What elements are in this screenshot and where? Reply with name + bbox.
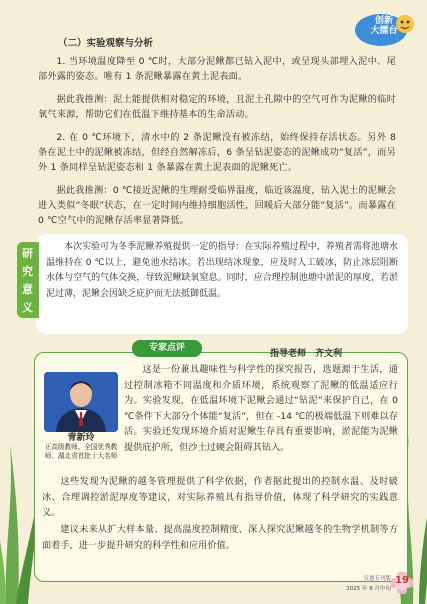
- expert-commentary-tab: 专家点评: [132, 340, 202, 357]
- tab-char-3: 意: [22, 283, 33, 296]
- paragraph-4: 据此我推测：0 ℃接近泥鳅的生理耐受临界温度，临近该温度，钻入泥土的泥鳅会进入类似“冬眠”状态，在一定时间内维持细胞活性，回暖后大部分能“复活”。而暴露在 0 ℃空气中的泥鳅存活率显著降低。: [38, 185, 396, 226]
- badge-line-2: 大擂台: [370, 26, 398, 36]
- footer-publication: 宣恩专刊版: [363, 576, 391, 582]
- expert-titles: 正高级教师、全国优秀教师、湖北省首批十大名师: [44, 443, 118, 460]
- teacher-credit: 指导老师 齐文利: [270, 349, 343, 359]
- page-number-text: 19: [395, 575, 409, 586]
- page-number: [391, 572, 413, 594]
- badge-line-1: 创新: [374, 16, 393, 26]
- paragraph-2: 据此我推测：泥土能提供相对稳定的环境，且泥土孔隙中的空气可作为泥鳅的临时氧气来源，帮助它们在低温下维持基本的生命活动。: [38, 94, 396, 120]
- paragraph-1: 1. 当环境温度降至 0 ℃时，大部分泥鳅都已钻入泥中，或呈现头部埋入泥中、尾部外露的姿态。唯有 1 条泥鳅暴露在黄土泥表面。: [38, 56, 396, 82]
- tab-char-2: 究: [22, 265, 33, 278]
- tab-char-1: 研: [22, 247, 33, 260]
- expert-text-1: 这是一份兼具趣味性与科学性的探究报告，选题源于生活，通过控制冰箱不同温度和介质环境，系统观察了泥鳅的低温适应行为。实验发现，在低温环境下泥鳅会通过“钻泥”来保护自己，在 0 ℃条件下大部分个体能“复活”，但在 -14 ℃的极端低温下则难以存活。实验还发现环境介质对泥鳅生存具有重要影响，淤泥能为泥鳅提供庇护所，但沙土过硬会阻碍其钻入。: [124, 364, 398, 453]
- person-icon: [44, 372, 118, 432]
- paragraph-3: 2. 在 0 ℃环境下，清水中的 2 条泥鳅没有被冻结，始终保持存活状态。另外 8 条在泥土中的泥鳅被冻结，但经自然解冻后，6 条呈钻泥姿态的泥鳅成功“复活”，而另外 1 条同样呈钻泥姿态和 1 条暴露在黄土泥表面的泥鳅死亡。: [38, 132, 396, 173]
- expert-name: 青新玲: [67, 433, 95, 443]
- badge-title: [364, 16, 404, 36]
- research-significance-tab: [17, 242, 39, 318]
- research-significance-text: 本次实验可为冬季泥鳅养殖提供一定的指导：在实际养殖过程中，养殖者需将池塘水温维持在 0 ℃以上，避免池水结冰。若出现结冰现象，应及时人工破冰，防止冰层阻断水体与空气的气体交换，导致泥鳅缺氧窒息。同时，应合理控制池塘中淤泥的厚度，若淤泥过薄，泥鳅会因缺乏庇护而无法抵御低温。: [46, 242, 398, 299]
- tab-char-4: 义: [22, 301, 33, 314]
- expert-photo: [44, 372, 118, 432]
- expert-text-2: 这些发现为泥鳅的越冬管理提供了科学依据，作者据此提出的控制水温、及时破冰、合理调控淤泥厚度等建议，对实际养殖具有指导价值，体现了科学研究的实践意义。: [42, 476, 398, 519]
- expert-text-3: 建议未来从扩大样本量、提高温度控制精度、深入探究泥鳅越冬的生物学机制等方面着手，进一步提升研究的科学性和应用价值。: [42, 524, 398, 551]
- section-title: （二）实验观察与分析: [58, 38, 154, 49]
- footer-date: 2025 年 8 月中旬: [346, 586, 391, 592]
